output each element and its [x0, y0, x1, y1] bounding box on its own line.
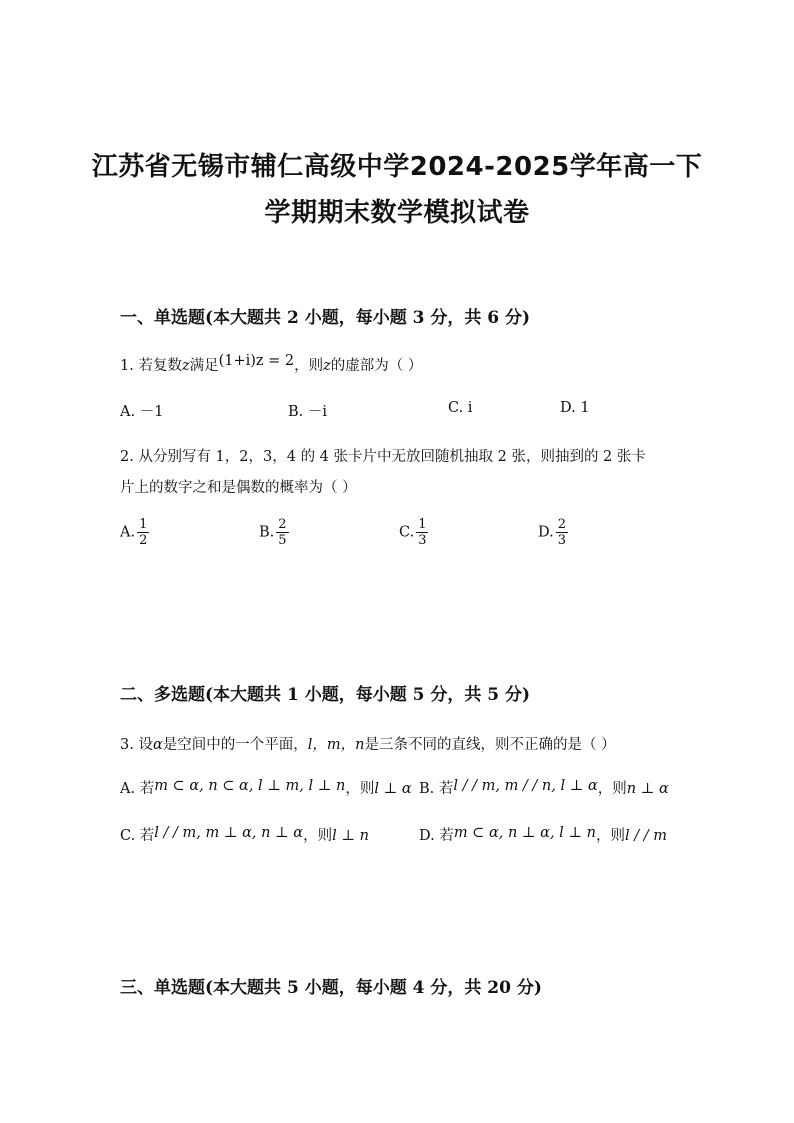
fraction-denominator: 2 [139, 533, 148, 548]
option-then: ，则 [597, 781, 627, 797]
option-condition: l / / m, m ⊥ α, n ⊥ α [154, 825, 304, 841]
question-3-text-a: 3. 设 [120, 737, 153, 753]
fraction-denominator: 5 [278, 533, 287, 548]
option-then: ，则 [303, 828, 333, 844]
question-3-text-b: 是空间中的一个平面， [162, 737, 308, 753]
fraction-numerator: 2 [557, 517, 566, 532]
question-3-text-c: 是三条不同的直线，则不正确的是（ ） [364, 737, 616, 753]
fraction [137, 518, 149, 547]
question-1-option-c[interactable]: C. i [448, 400, 473, 416]
page-title-line-1: 江苏省无锡市辅仁高级中学2024-2025学年高一下 [91, 152, 703, 182]
section-1-heading: 一、单选题(本大题共 2 小题，每小题 3 分，共 6 分) [120, 308, 531, 328]
question-2-option-b[interactable] [259, 518, 289, 547]
fraction-denominator: 3 [418, 533, 427, 548]
fraction-numerator: 1 [139, 517, 148, 532]
fraction [556, 518, 568, 547]
question-3-vars: l，m，n [307, 737, 365, 753]
option-label: C. 若 [120, 828, 155, 844]
question-3-option-c[interactable] [120, 824, 369, 845]
option-result: l ⊥ α [374, 781, 412, 797]
question-2-option-d[interactable] [538, 518, 568, 547]
option-condition: m ⊂ α, n ⊥ α, l ⊥ n [453, 825, 596, 841]
question-3 [120, 733, 616, 754]
option-condition: m ⊂ α, n ⊂ α, l ⊥ m, l ⊥ n [154, 778, 346, 794]
question-1 [120, 354, 422, 375]
question-1-text-c: ，则 [294, 358, 324, 374]
question-3-option-a[interactable] [120, 777, 412, 798]
option-condition: l / / m, m / / n, l ⊥ α [453, 778, 598, 794]
question-1-option-d[interactable]: D. 1 [560, 400, 590, 416]
question-1-option-a[interactable]: A. －1 [120, 404, 164, 420]
option-label: A. [120, 524, 136, 541]
option-result: l / / m [625, 828, 667, 844]
option-label: D. [538, 524, 554, 541]
question-1-var: z [181, 358, 190, 374]
fraction [416, 518, 428, 547]
option-label: A. 若 [120, 781, 155, 797]
question-3-var: α [152, 737, 163, 753]
fraction-numerator: 1 [418, 517, 427, 532]
option-result: l ⊥ n [332, 828, 369, 844]
question-2-option-a[interactable] [120, 518, 149, 547]
fraction-denominator: 3 [557, 533, 566, 548]
question-3-option-b[interactable] [419, 777, 669, 798]
option-then: ，则 [345, 781, 375, 797]
question-3-option-d[interactable] [419, 824, 667, 845]
question-2-line-1: 2. 从分别写有 1，2，3，4 的 4 张卡片中无放回随机抽取 2 张，则抽到的 2 张卡 [120, 449, 646, 465]
option-label: B. [259, 524, 275, 541]
page-title-line-2: 学期期末数学模拟试卷 [264, 198, 530, 228]
option-label: C. [399, 524, 415, 541]
fraction-numerator: 2 [278, 517, 287, 532]
question-1-text-b: 满足 [189, 358, 219, 374]
option-result: n ⊥ α [626, 781, 669, 797]
section-2-heading: 二、多选题(本大题共 1 小题，每小题 5 分，共 5 分) [120, 685, 531, 705]
question-1-text-d: 的虚部为（ ） [330, 358, 423, 374]
option-label: B. 若 [419, 781, 454, 797]
question-1-text-a: 1. 若复数 [120, 358, 182, 374]
question-1-equation: (1+i)z = 2 [218, 353, 295, 369]
option-label: D. 若 [419, 828, 454, 844]
question-1-var-2: z [323, 358, 331, 374]
question-2-line-2: 片上的数字之和是偶数的概率为（ ） [120, 480, 357, 496]
question-1-option-b[interactable]: B. －i [288, 404, 328, 420]
question-2-option-c[interactable] [399, 518, 428, 547]
section-3-heading: 三、单选题(本大题共 5 小题，每小题 4 分，共 20 分) [120, 978, 542, 998]
fraction [276, 518, 288, 547]
option-then: ，则 [596, 828, 625, 844]
